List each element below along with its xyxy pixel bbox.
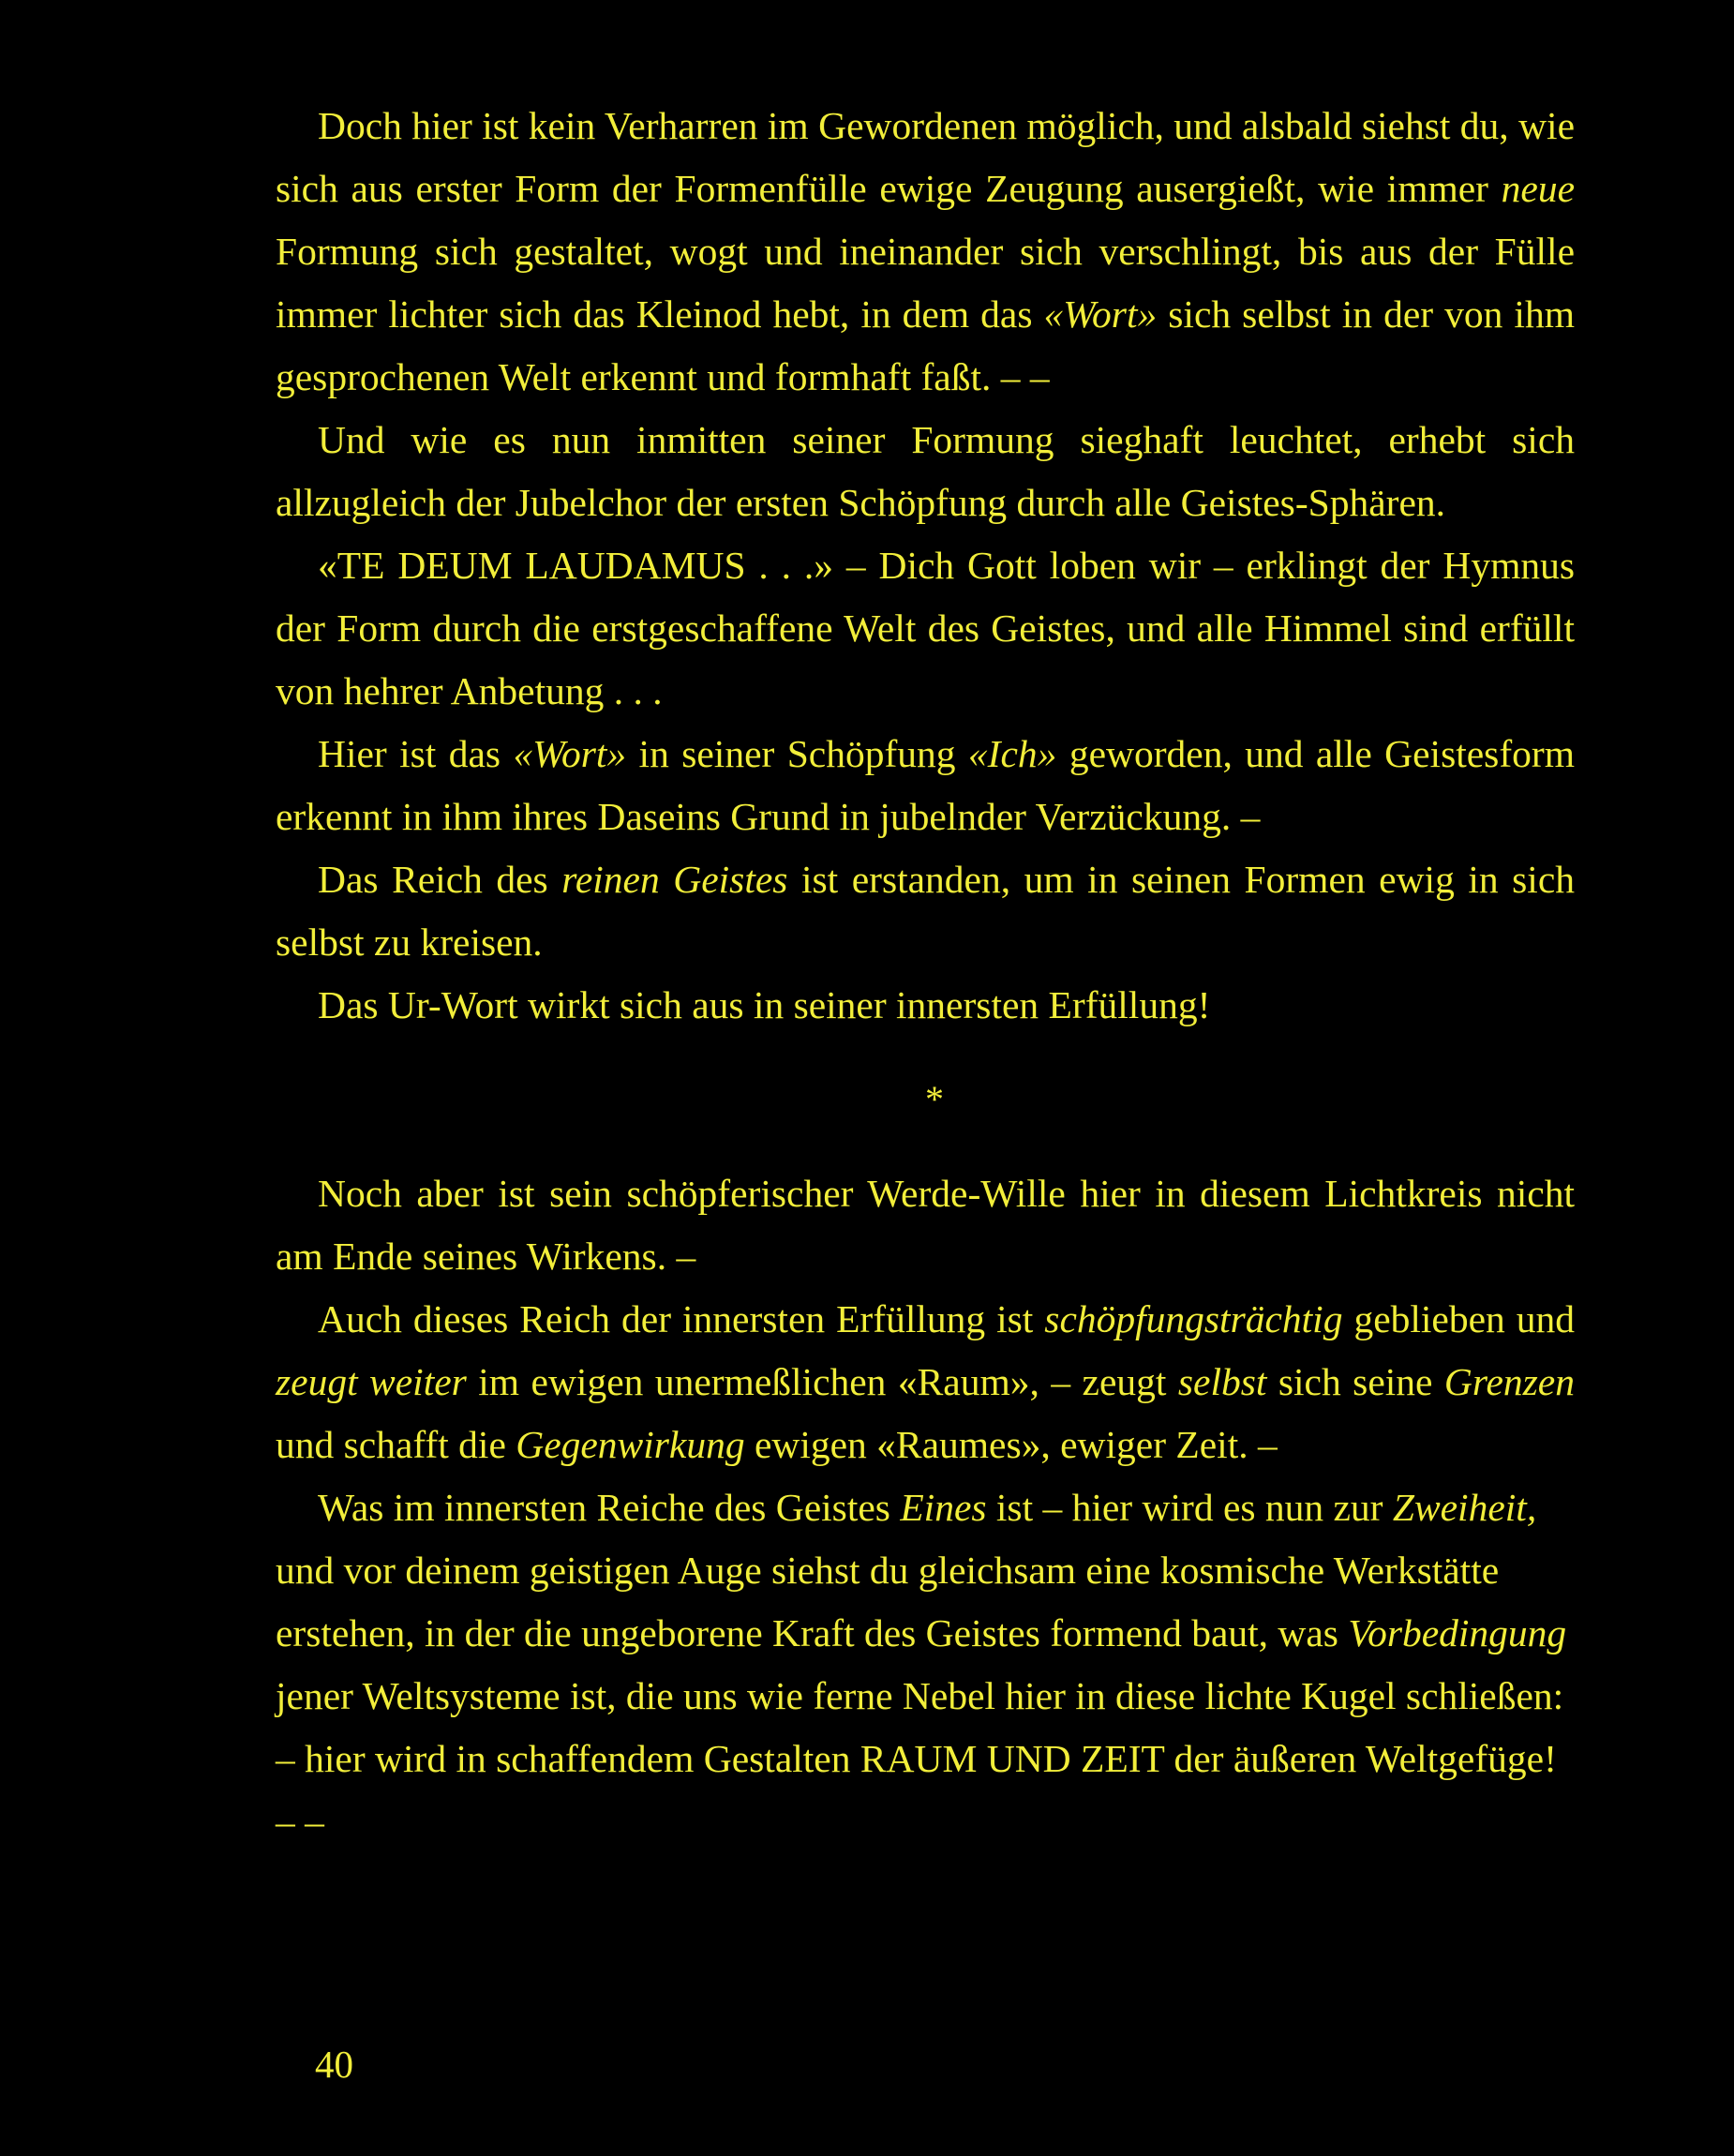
paragraph [276, 95, 1575, 409]
text-run: und vor deinem geistigen Auge siehst du gleichsam eine kosmische Werkstätte erstehen, in der die ungeborene Kraft des Geistes formend baut, was [276, 1549, 1500, 1654]
text-run: Hier ist das [318, 732, 514, 775]
paragraph [276, 1476, 1575, 1853]
emphasis: Grenzen [1443, 1360, 1575, 1403]
page-number: 40 [315, 2043, 353, 2086]
emphasis: neue [1501, 167, 1575, 210]
text-run: im ewigen unermeßlichen «Raum», – zeugt [466, 1360, 1178, 1403]
text-run: Doch hier ist kein Verharren im Gewordenen möglich, und alsbald siehst du, wie sich aus erster Form der Formenfülle ewige Zeugung ausergießt, wie immer [276, 104, 1575, 210]
text-run: und schafft die [276, 1423, 516, 1466]
paragraph [276, 1162, 1575, 1288]
paragraph [276, 723, 1575, 848]
emphasis: Eines [900, 1486, 987, 1529]
text-run: Das Reich des [318, 858, 562, 901]
text-run: ewigen «Raumes», ewiger Zeit. – [744, 1423, 1278, 1466]
section-separator: * [925, 1078, 944, 1120]
emphasis: Zweiheit, [1392, 1486, 1537, 1529]
text-run: Was im innersten Reiche des Geistes [318, 1486, 901, 1529]
emphasis: zeugt weiter [276, 1360, 467, 1403]
paragraph [276, 974, 1575, 1037]
text-run: Auch dieses Reich der innersten Erfüllung ist [318, 1297, 1045, 1340]
emphasis: selbst [1177, 1360, 1267, 1403]
paragraph [276, 534, 1575, 723]
emphasis: «Ich» [967, 732, 1057, 775]
emphasis: Vorbedingung [1348, 1611, 1567, 1654]
text-run: sich seine [1266, 1360, 1444, 1403]
emphasis: Gegenwirkung [516, 1423, 745, 1466]
text-run: Noch aber ist sein schöpferischer Werde-Wille hier in diesem Lichtkreis nicht am Ende seines Wirkens. – [276, 1172, 1575, 1278]
text-run: sich selbst in der von ihm gesprochenen Welt erkennt und formhaft faßt. – – [276, 292, 1575, 398]
text-run: geblieben und [1342, 1297, 1575, 1340]
text-run: ist erstanden, um in seinen Formen ewig in sich selbst zu kreisen. [276, 858, 1575, 964]
text-run: Und wie es nun inmitten seiner Formung sieghaft leuchtet, erhebt sich allzugleich der Jubelchor der ersten Schöpfung durch alle Geistes-Sphären. [276, 418, 1575, 524]
text-run: «TE DEUM LAUDAMUS . . .» – Dich Gott loben wir – erklingt der Hymnus der Form durch die erstgeschaffene Welt des Geistes, und alle Himmel sind erfüllt von hehrer Anbetung . . . [276, 544, 1575, 712]
paragraph [276, 409, 1575, 534]
text-run: Das Ur-Wort wirkt sich aus in seiner innersten Erfüllung! [318, 983, 1211, 1026]
text-run: ist – hier wird es nun zur [986, 1486, 1393, 1529]
text-run: jener Weltsysteme ist, die uns wie ferne Nebel hier in diese lichte Kugel schließen: – hier wird in schaffendem Gestalten RAUM UND ZEIT der äußeren Weltgefüge! – – [276, 1674, 1564, 1843]
emphasis: reinen Geistes [561, 858, 788, 901]
body-text [276, 95, 1575, 1853]
emphasis: «Wort» [513, 732, 627, 775]
paragraph [276, 848, 1575, 974]
emphasis: schöpfungsträchtig [1044, 1297, 1343, 1340]
text-run: in seiner Schöpfung [626, 732, 968, 775]
emphasis: «Wort» [1043, 292, 1158, 336]
text-run: Formung sich gestaltet, wogt und ineinander sich verschlingt, bis aus der Fülle immer lichter sich das Kleinod hebt, in dem das [276, 230, 1575, 336]
text-run: geworden, und alle Geistesform erkennt in ihm ihres Daseins Grund in jubelnder Verzückung. – [276, 732, 1575, 838]
paragraph [276, 1288, 1575, 1476]
